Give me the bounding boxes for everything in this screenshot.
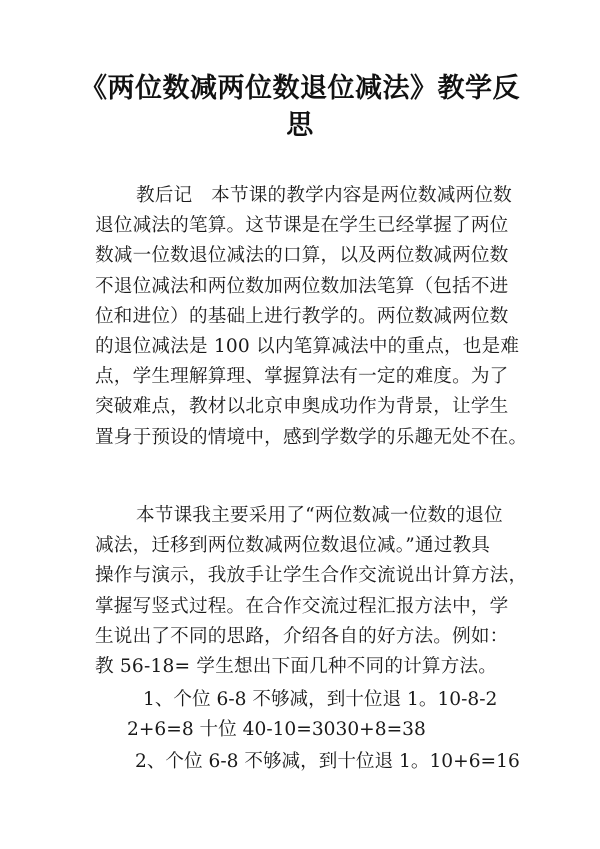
paragraph-2 [95, 501, 528, 682]
paragraph-1-line: 突破难点，教材以北京申奥成功作为背景，让学生 [95, 396, 509, 418]
paragraph-1-line: 不退位减法和两位数加两位数加法笔算（包括不进 [95, 275, 509, 297]
paragraph-1-line: 数减一位数退位减法的口算，以及两位数减两位数 [95, 245, 509, 267]
paragraph-2-line: 掌握写竖式过程。在合作交流过程汇报方法中，学 [95, 595, 509, 617]
paragraph-2-line: 本节课我主要采用了“两位数减一位数的退位 [136, 505, 503, 526]
paragraph-1-line: 教后记 本节课的教学内容是两位数减两位数 [136, 185, 512, 206]
paragraph-1 [95, 181, 528, 453]
paragraph-1-line: 点，学生理解算理、掌握算法有一定的难度。为了 [95, 366, 509, 388]
document-title [60, 70, 540, 144]
paragraph-2-line: 操作与演示，我放手让学生合作交流说出计算方法， [95, 565, 528, 587]
paragraph-2-line: 生说出了不同的思路，介绍各自的好方法。例如： [95, 625, 509, 647]
method-1-line-1: 1、个位 6-8 不够减，到十位退 1。10-8-2 [143, 689, 498, 710]
paragraph-2-line: 减法，迁移到两位数减两位数退位减。”通过教具 [95, 535, 491, 557]
paragraph-2-line: 教 56-18= 学生想出下面几种不同的计算方法。 [95, 656, 498, 678]
paragraph-1-line: 的退位减法是 100 以内笔算减法中的重点，也是难 [95, 336, 520, 358]
paragraph-1-line: 退位减法的笔算。这节课是在学生已经掌握了两位 [95, 215, 509, 237]
paragraph-1-line: 位和进位）的基础上进行教学的。两位数减两位数 [95, 305, 509, 327]
title-line-2: 思 [286, 110, 314, 141]
paragraph-1-line: 置身于预设的情境中，感到学数学的乐趣无处不在。 [95, 426, 528, 448]
method-1-line-2: 2+6=8 十位 40-10=3030+8=38 [127, 719, 426, 740]
method-2-line-1: 2、个位 6-8 不够减，到十位退 1。10+6=16 [135, 751, 520, 772]
title-line-1: 《两位数减两位数退位减法》教学反 [80, 73, 520, 104]
